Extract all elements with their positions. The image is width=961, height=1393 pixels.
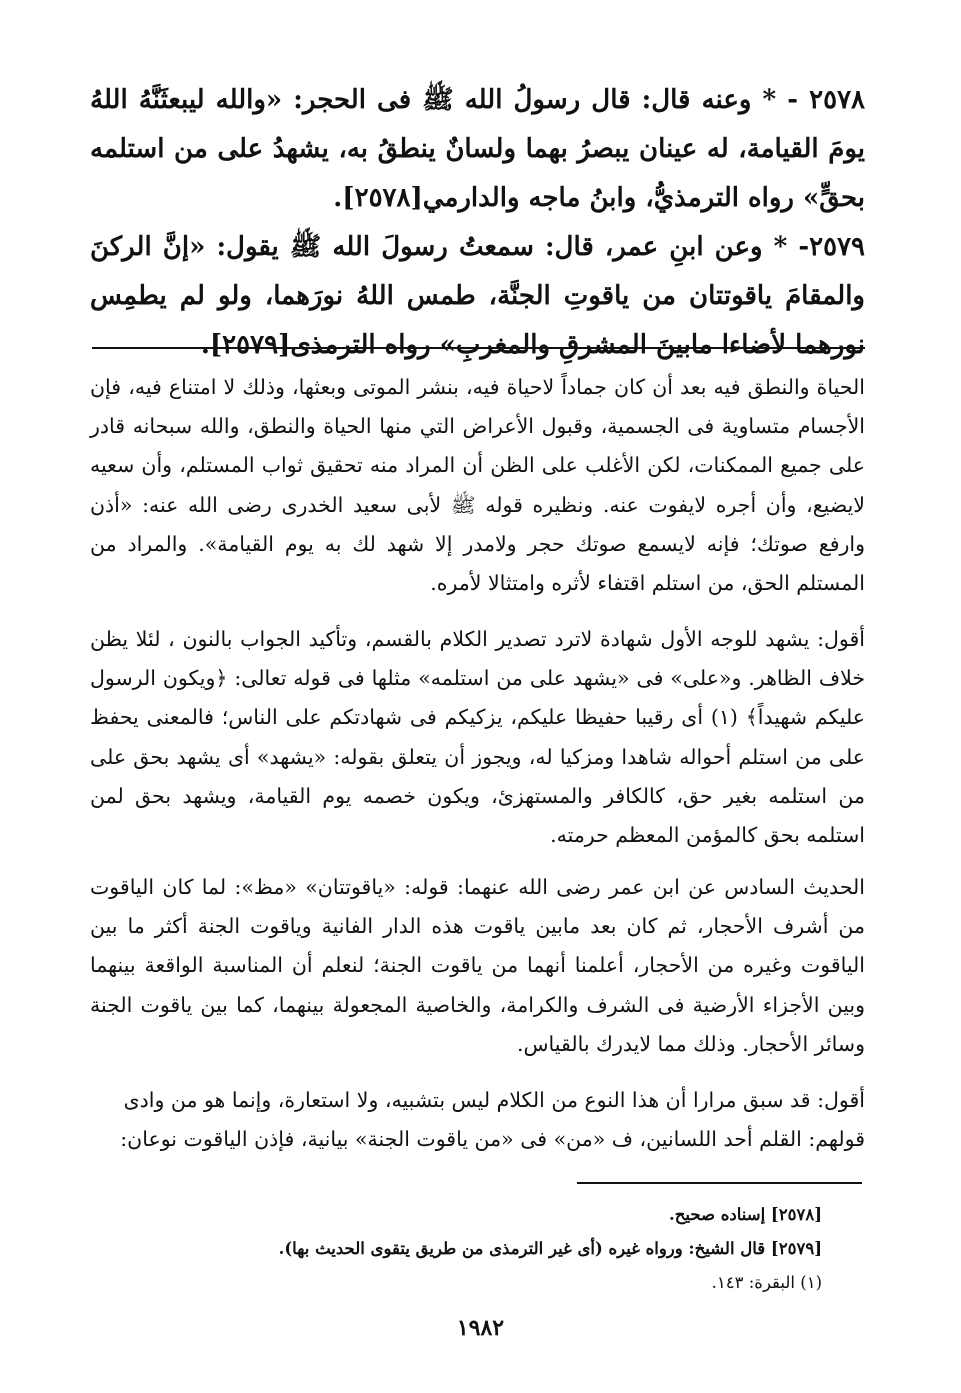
- commentary-paragraph-1: الحياة والنطق فيه بعد أن كان جماداً لاحياة فيه، بنشر الموتى وبعثها، وذلك لا امتناع فيه، فإن الأجسام متساوية فى الجسمية، وقبول الأعراض التي منها الحياة والنطق، والله سبحانه قادر على جميع الممكنات، لكن الأغلب على الظن أن المراد منه تحقيق ثواب المستلم، وأن سعيه لايضيع، وأن أجره لايفوت عنه. ونظيره قوله ﷺ لأبى سعيد الخدرى رضى الله عنه: «أذن وارفع صوتك؛ فإنه لايسمع صوتك حجر ولامدر إلا شهد لك به يوم القيامة». والمراد من المستلم الحق، من استلم اقتفاء لأثره وامتثالا لأمره.: [90, 375, 865, 596]
- footnote-2578: [٢٥٧٨] إسناده صحيح.: [668, 1205, 822, 1224]
- commentary-paragraph-2: أقول: يشهد للوجه الأول شهادة لاترد تصدير الكلام بالقسم، وتأكيد الجواب بالنون ، لئلا يظن خلاف الظاهر. و«على» فى «يشهد على من استلمه» مثلها فى قوله تعالى: ﴿ويكون الرسول عليكم شهيداً﴾ (١) أى رقيبا حفيظا عليكم، يزكيكم فى شهادتكم على الناس؛ فالمعنى يحفظ على من استلم أحواله شاهدا ومزكيا له، ويجوز أن يتعلق بقوله: «يشهد» أى يشهد بحق على من استلمه بغير حق، كالكافر والمستهزئ، ويكون خصمه يوم القيامة، ويشهد بحق لمن استلمه بحق كالمؤمن المعظم حرمته.: [90, 627, 866, 848]
- commentary-paragraph-3: الحديث السادس عن ابن عمر رضى الله عنهما: قوله: «ياقوتتان» «مظ»: لما كان الياقوت من أشرف الأحجار، ثم كان بعد مابين ياقوت هذه الدار الفانية وياقوت الجنة أكثر ما بين الياقوت وغيره من الأحجار، أعلمنا أنهما من ياقوت الجنة؛ لنعلم أن المناسبة الواقعة بينهما وبين الأجزاء الأرضية فى الشرف والكرامة، والخاصية المجعولة بينهما، كما بين ياقوت الجنة وسائر الأحجار. وذلك مما لايدرك بالقياس.: [90, 875, 865, 1056]
- footnote-divider: [577, 1182, 862, 1184]
- main-text-divider: [92, 347, 865, 349]
- commentary-paragraph-4: [90, 1081, 865, 1159]
- page-number: ١٩٨٢: [456, 1315, 505, 1341]
- hadith-2579: ٢٥٧٩- * وعن ابنِ عمر، قال: سمعتُ رسولَ الله ﷺ يقول: «إنَّ الركنَ والمقامَ ياقوتتان من ياقوتِ الجنَّة، طمس اللهُ نورَهما، ولو لم يطمِس نورهما لأضاءا مابينَ المشرقِ والمغربِ» رواه الترمذى[٢٥٧٩].: [90, 232, 865, 360]
- commentary-paragraph-4-line-2: قولهم: القلم أحد اللسانين، ف «من» فى «من ياقوت الجنة» بيانية، فإذن الياقوت نوعان:: [120, 1127, 865, 1152]
- hadith-2578: ٢٥٧٨ - * وعنه قال: قال رسولُ الله ﷺ فى الحجر: «والله ليبعثَنَّهُ اللهُ يومَ القيامة، له عينان يبصرُ بهما ولسانٌ ينطقُ به، يشهدُ على من استلمه بحقٍّ» رواه الترمذيُّ، وابنُ ماجه والدارمي[٢٥٧٨].: [90, 85, 865, 213]
- footnote-2579: [٢٥٧٩] قال الشيخ: ورواه غيره (أى غير الترمذى من طريق يتقوى الحديث بها).: [278, 1239, 822, 1258]
- footnote-1: (١) البقرة: ١٤٣.: [711, 1273, 822, 1292]
- commentary-paragraph-4-line-1: أقول: قد سبق مرارا أن هذا النوع من الكلام ليس بتشبيه، ولا استعارة، وإنما هو من وادى: [123, 1088, 865, 1112]
